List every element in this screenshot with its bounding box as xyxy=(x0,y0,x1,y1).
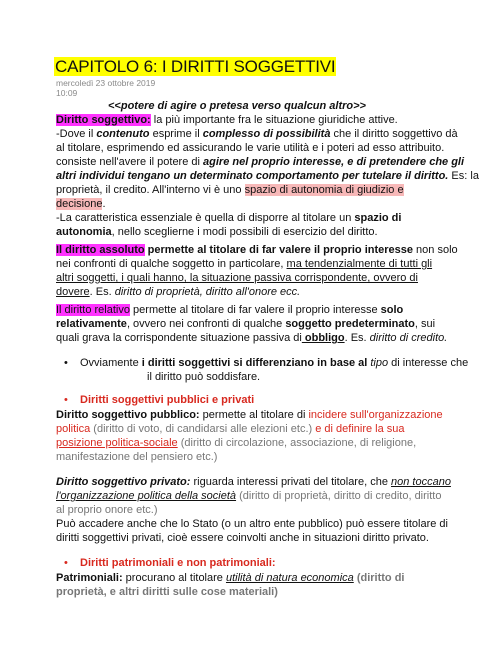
pubblico-line-4: manifestazione del pensiero etc.) xyxy=(56,451,218,463)
note-date: mercoledì 23 ottobre 2019 xyxy=(56,78,156,88)
relativo-line-1: Il diritto relativo permette al titolare di far valere il proprio interesse solo xyxy=(56,304,404,316)
definition-line-4: consiste nell'avere il potere di agire nel proprio interesse, e di pretendere che gli xyxy=(56,156,465,168)
privato-line-1: Diritto soggettivo privato: riguarda interessi privati del titolare, che non toccano xyxy=(56,476,451,488)
term-diritto-assoluto: Il diritto assoluto xyxy=(56,244,145,256)
section-heading-pubblici: Diritti soggettivi pubblici e privati xyxy=(80,394,255,406)
term-diritto-soggettivo: Diritto soggettivo: xyxy=(56,114,151,126)
patrimoniali-line-1: Patrimoniali: procurano al titolare utilità di natura economica (diritto di xyxy=(56,572,405,584)
definition-heading: <<potere di agire o pretesa verso qualcun altro>> xyxy=(108,100,366,112)
pubblico-line-3: posizione politica-sociale (diritto di circolazione, associazione, di religione, xyxy=(56,437,417,449)
definition-line-9: autonomia, nello sceglierne i modi possibili di esercizio del diritto. xyxy=(56,226,378,238)
definition-line-3: al titolare, esprimendo ed assicurando le varie utilità e i poteri ad esso attribuito. xyxy=(56,142,445,154)
pubblico-line-2: politica (diritto di voto, di candidarsi alle elezioni etc.) e di definire la sua xyxy=(56,423,405,435)
bullet-dot: • xyxy=(64,357,68,369)
definition-line-2: -Dove il contenuto esprime il complesso di possibilità che il diritto soggettivo dà xyxy=(56,128,458,140)
assoluto-line-3: altri soggetti, i quali hanno, la situazione passiva corrispondente, ovvero di xyxy=(56,272,418,284)
note-time: 10:09 xyxy=(56,88,78,98)
relativo-line-2: relativamente, ovvero nei confronti di qualche soggetto predeterminato, sui xyxy=(56,318,436,330)
definition-line-5: altri individui tengano un determinato comportamento per tutelare il diritto. Es: la xyxy=(56,170,479,182)
assoluto-line-1: Il diritto assoluto permette al titolare di far valere il proprio interesse non solo xyxy=(56,244,458,256)
privato-line-3: al proprio onore etc.) xyxy=(56,504,158,516)
privato-line-4: Può accadere anche che lo Stato (o un altro ente pubblico) può essere titolare di xyxy=(56,518,448,530)
patrimoniali-line-2: proprietà, e altri diritti sulle cose materiali) xyxy=(56,586,278,598)
bullet-dot-red: • xyxy=(64,557,68,569)
definition-line-1: Diritto soggettivo: la più importante fra le situazione giuridiche attive. xyxy=(56,114,398,126)
assoluto-line-2: nei confronti di qualche soggetto in particolare, ma tendenzialmente di tutti gli xyxy=(56,258,433,270)
privato-line-5: diritti soggettivi privati, cioè essere coinvolti anche in situazioni diritto privato. xyxy=(56,532,429,544)
bullet1-line-2: il diritto può soddisfare. xyxy=(147,371,261,383)
bullet1-line-1: Ovviamente i diritti soggettivi si differenziano in base al tipo di interesse che xyxy=(80,357,469,369)
section-heading-patrimoniali: Diritti patrimoniali e non patrimoniali: xyxy=(80,557,276,569)
bullet-dot-red: • xyxy=(64,394,68,406)
pubblico-line-1: Diritto soggettivo pubblico: permette al titolare di incidere sull'organizzazione xyxy=(56,409,443,421)
term-diritto-relativo: Il diritto relativo xyxy=(56,304,130,316)
definition-line-8: -La caratteristica essenziale è quella di disporre al titolare un spazio di xyxy=(56,212,402,224)
definition-line-7: decisione. xyxy=(56,198,106,210)
privato-line-2: l'organizzazione politica della società (diritto di proprietà, diritto di credito, diritto xyxy=(56,490,442,502)
assoluto-line-4: dovere. Es. diritto di proprietà, diritto all'onore ecc. xyxy=(56,286,301,298)
definition-line-6: proprietà, il credito. All'interno vi è uno spazio di autonomia di giudizio e xyxy=(56,184,404,196)
relativo-line-3: quali grava la corrispondente situazione passiva di obbligo. Es. diritto di credito. xyxy=(56,332,448,344)
page-title: CAPITOLO 6: I DIRITTI SOGGETTIVI xyxy=(55,57,336,76)
